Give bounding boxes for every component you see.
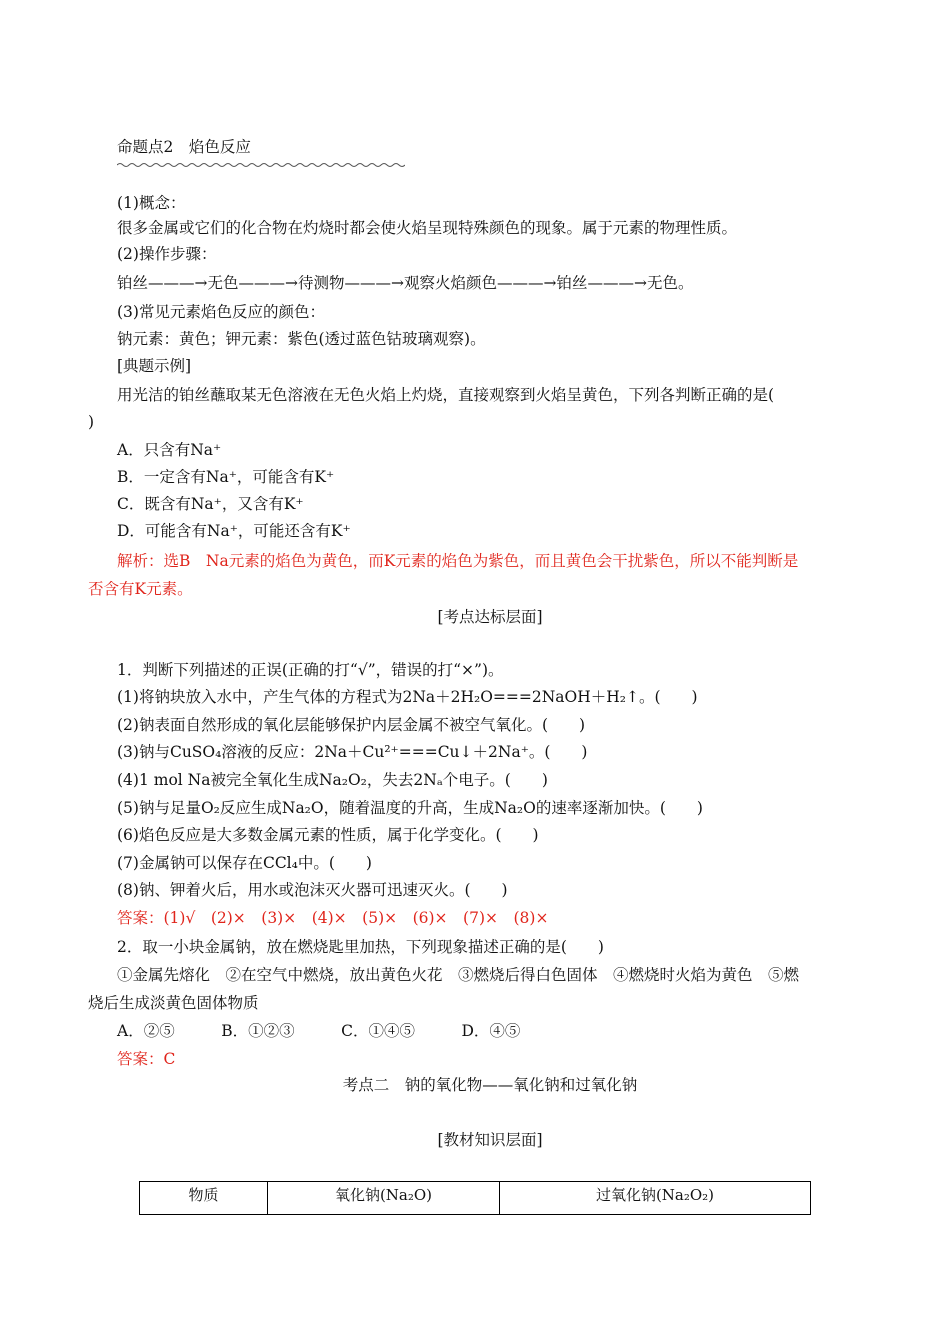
colors-title: (3)常见元素焰色反应的颜色： [117,303,325,321]
question-2-answer: 答案：C [117,1050,176,1068]
question-2-statements-line-1: ①金属先熔化 ②在空气中燃烧，放出黄色火花 ③燃烧后得白色固体 ④燃烧时火焰为黄色 ⑤燃 [117,966,800,984]
level-label-achievement: [考点达标层面] [437,608,543,626]
question-1-item: (8)钠、钾着火后，用水或泡沫灭火器可迅速灭火。( ) [117,881,508,899]
analysis-line-1: 解析：选B Na元素的焰色为黄色，而K元素的焰色为紫色，而且黄色会干扰紫色，所以不能判断是 [117,552,799,570]
table-header-row [140,1182,811,1215]
level-label-textbook: [教材知识层面] [437,1131,543,1149]
option-d: D．可能含有Na⁺，可能还含有K⁺ [117,522,351,540]
question-1-item: (1)将钠块放入水中，产生气体的方程式为2Na＋2H₂O===2NaOH＋H₂↑。( ) [117,688,698,706]
question-2-stem: 2．取一小块金属钠，放在燃烧匙里加热，下列现象描述正确的是( ) [117,938,604,956]
colors-text: 钠元素：黄色；钾元素：紫色(透过蓝色钴玻璃观察)。 [117,330,486,348]
question-1-stem: 1．判断下列描述的正误(正确的打“√”，错误的打“×”)。 [117,661,504,679]
table-header-cell: 物质 [140,1182,268,1215]
concept-text: 很多金属或它们的化合物在灼烧时都会使火焰呈现特殊颜色的现象。属于元素的物理性质。 [117,219,738,237]
option-b: B．一定含有Na⁺，可能含有K⁺ [117,468,335,486]
option-a: A．只含有Na⁺ [117,441,222,459]
question-1-item: (5)钠与足量O₂反应生成Na₂O，随着温度的升高，生成Na₂O的速率逐渐加快。( ) [117,799,703,817]
table-header-cell: 氧化钠(Na₂O) [268,1182,500,1215]
question-1-answer: 答案：(1)√ (2)× (3)× (4)× (5)× (6)× (7)× (8)× [117,909,549,927]
steps-title: (2)操作步骤： [117,245,217,263]
question-1-item: (6)焰色反应是大多数金属元素的性质，属于化学变化。( ) [117,826,539,844]
question-1-item: (4)1 mol Na被完全氧化生成Na₂O₂，失去2Nₐ个电子。( ) [117,771,548,789]
section-heading: 命题点2 焰色反应 [117,138,251,156]
question-1-item: (2)钠表面自然形成的氧化层能够保护内层金属不被空气氧化。( ) [117,716,586,734]
question-2-statements-line-2: 烧后生成淡黄色固体物质 [88,994,259,1012]
concept-title: (1)概念： [117,194,186,212]
topic-two-heading: 考点二 钠的氧化物——氧化钠和过氧化钠 [342,1076,638,1094]
example-question-line-1: 用光洁的铂丝蘸取某无色溶液在无色火焰上灼烧，直接观察到火焰呈黄色，下列各判断正确的是( [117,386,775,404]
example-question-line-2: ) [88,413,95,431]
question-2-options: A．②⑤ B．①②③ C．①④⑤ D．④⑤ [117,1022,521,1040]
comparison-table [139,1181,811,1215]
option-c: C．既含有Na⁺，又含有K⁺ [117,495,304,513]
example-label: [典题示例] [117,357,192,375]
steps-text: 铂丝———→无色———→待测物———→观察火焰颜色———→铂丝———→无色。 [117,274,694,292]
question-1-item: (7)金属钠可以保存在CCl₄中。( ) [117,854,372,872]
wavy-underline [117,162,405,168]
analysis-line-2: 否含有K元素。 [88,580,193,598]
question-1-item: (3)钠与CuSO₄溶液的反应：2Na＋Cu²⁺===Cu↓＋2Na⁺。( ) [117,743,588,761]
table-header-cell: 过氧化钠(Na₂O₂) [500,1182,811,1215]
